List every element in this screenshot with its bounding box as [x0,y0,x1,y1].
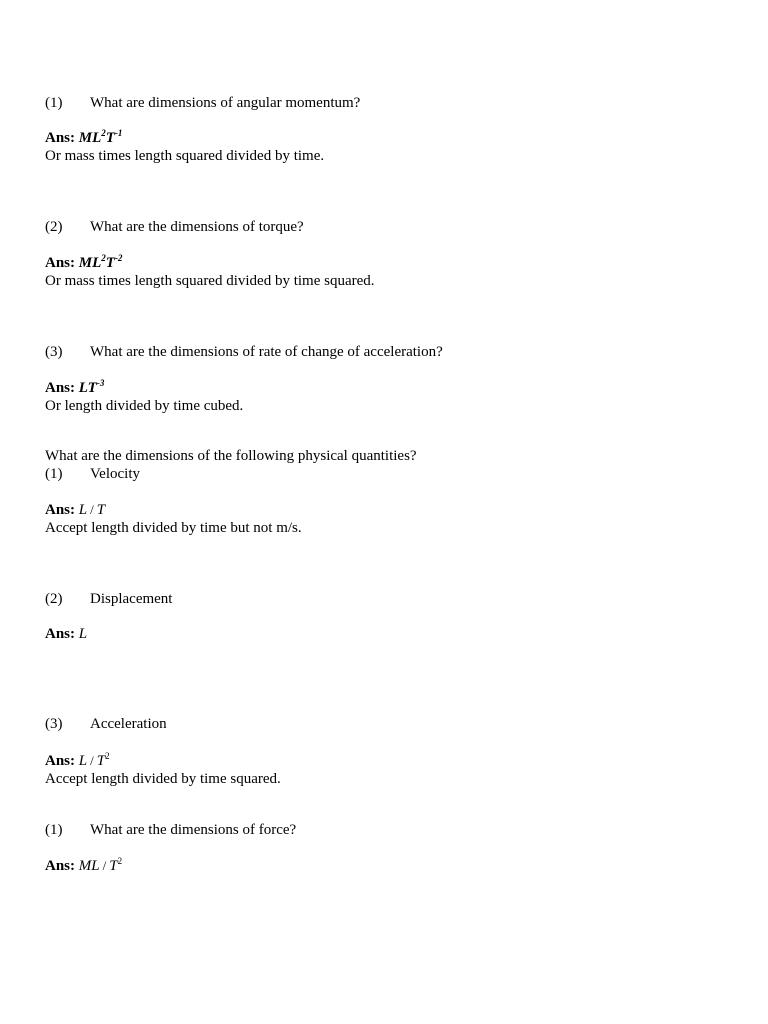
answer-explanation: Or length divided by time cubed. [45,398,244,414]
item-text: Displacement [90,591,173,607]
answer-formula: ML / $T^2$ [78,856,123,874]
item-number: (1) [45,466,63,482]
answer-label: Ans: [45,380,76,396]
question-text: What are the dimensions of rate of change of acceleration? [90,344,443,360]
question-number: (1) [45,822,63,838]
question-force [45,821,296,839]
question-text: What are the dimensions of force? [90,822,297,838]
question-number: (1) [45,95,63,111]
question-number: (2) [45,219,63,235]
answer-label: Ans: [45,255,76,271]
item-2 [45,590,172,608]
item-3 [45,715,167,733]
answer-formula: L [78,626,88,642]
answer-formula: $LT^{-3}$ [78,378,105,396]
answer-label: Ans: [45,858,76,874]
item-text: Velocity [90,466,140,482]
answer-explanation: Or mass times length squared divided by time. [45,148,325,164]
answer-label: Ans: [45,626,76,642]
answer-formula: $ML^2T^{-1}$ [78,128,123,146]
item-number: (2) [45,591,63,607]
question-1 [45,94,360,112]
answer-label: Ans: [45,753,76,769]
answer-label: Ans: [45,502,76,518]
answer-explanation: Accept length divided by time but not m/s. [45,520,302,536]
answer-formula: L / $T^2$ [78,751,110,769]
answer-force [45,857,122,875]
answer-formula: $ML^2T^{-2}$ [78,253,123,271]
question-text: What are the dimensions of torque? [90,219,304,235]
answer-1 [45,129,122,147]
item-answer-2 [45,625,87,643]
answer-2 [45,254,122,272]
answer-explanation: Accept length divided by time squared. [45,771,281,787]
answer-formula: L / T [78,502,106,518]
item-answer-3 [45,752,110,770]
answer-3 [45,379,104,397]
question-3 [45,343,443,361]
answer-explanation: Or mass times length squared divided by time squared. [45,273,375,289]
question-2 [45,218,304,236]
item-answer-1 [45,501,105,519]
answer-label: Ans: [45,130,76,146]
item-1 [45,465,140,483]
section-intro: What are the dimensions of the following physical quantities? [45,448,417,464]
item-number: (3) [45,716,63,732]
item-text: Acceleration [90,716,167,732]
question-number: (3) [45,344,63,360]
question-text: What are dimensions of angular momentum? [90,95,361,111]
